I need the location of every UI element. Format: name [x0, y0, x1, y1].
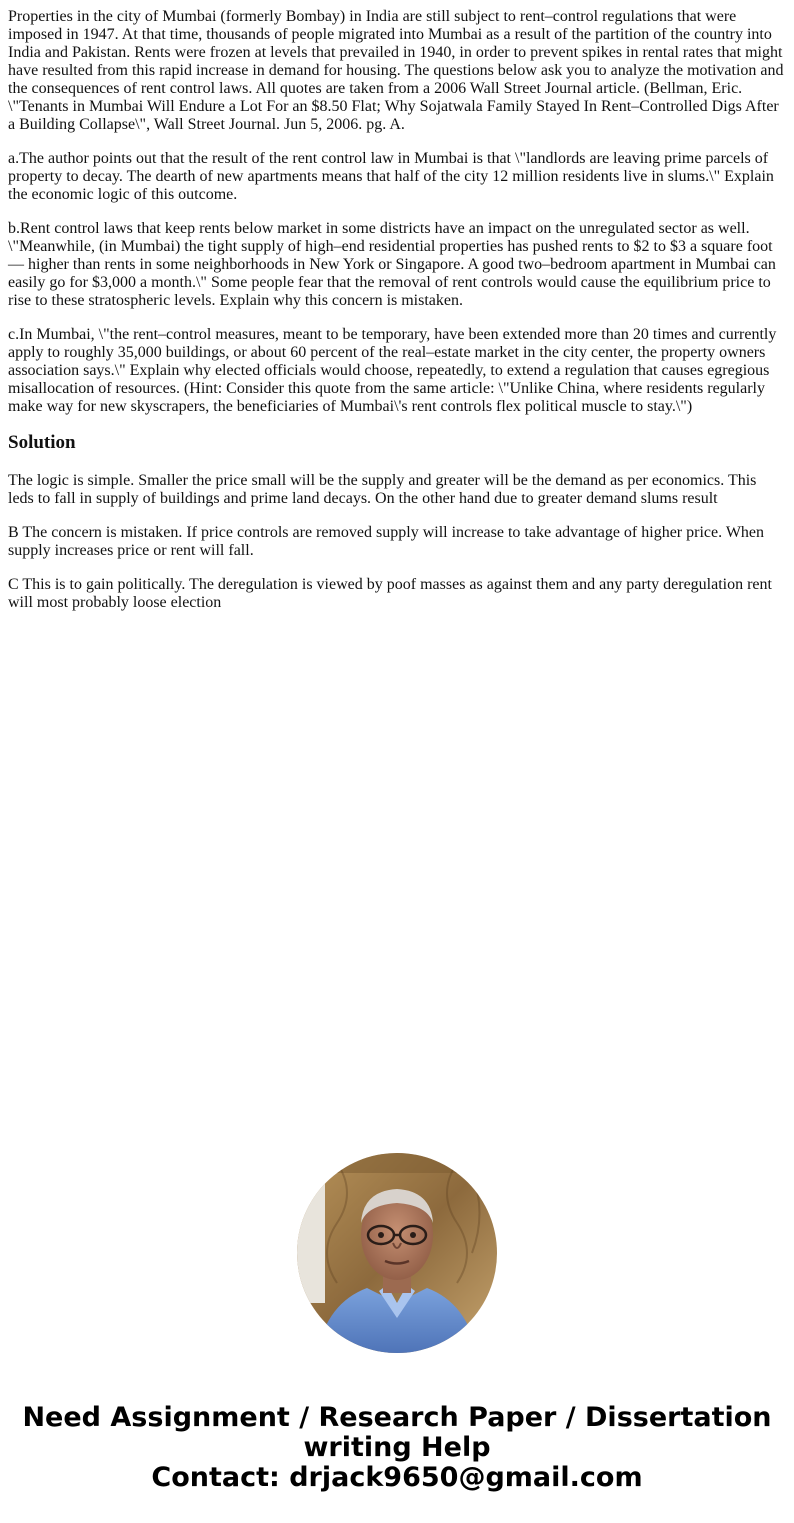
question-intro: Properties in the city of Mumbai (formerly Bombay) in India are still subject to rent–control regulations that were imposed in 1947. At that time, thousands of people migrated into Mumbai as a result of the partition of the country into India and Pakistan. Rents were frozen at levels that prevailed in 1940, in order to prevent spikes in rental rates that might have resulted from this rapid increase in demand for housing. The questions below ask you to analyze the motivation and the consequences of rent control laws. All quotes are taken from a 2006 Wall Street Journal article. (Bellman, Eric. \"Tenants in Mumbai Will Endure a Lot For an $8.50 Flat; Why Sojatwala Family Stayed In Rent–Controlled Digs After a Building Collapse\", Wall Street Journal. Jun 5, 2006. pg. A. [8, 8, 784, 133]
promo-contact-line: Contact: drjack9650@gmail.com [151, 1462, 643, 1493]
question-part-a: a.The author points out that the result of the rent control law in Mumbai is that \"landlords are leaving prime parcels of property to decay. The dearth of new apartments means that half of the city 12 million residents live in slums.\" Explain the economic logic of this outcome. [8, 150, 774, 203]
author-avatar [297, 1153, 497, 1353]
promo-line-1: Need Assignment / Research Paper / Dissertation [22, 1402, 772, 1433]
solution-heading: Solution [8, 432, 76, 453]
document-content [8, 8, 786, 628]
author-portrait-image [297, 1153, 497, 1353]
question-part-b: b.Rent control laws that keep rents below market in some districts have an impact on the unregulated sector as well. \"Meanwhile, (in Mumbai) the tight supply of high–end residential properties has pushed rents to $2 to $3 a square foot — higher than rents in some neighborhoods in New York or Singapore. A good two–bedroom apartment in Mumbai can easily go for $3,000 a month.\" Some people fear that the removal of rent controls would cause the equilibrium price to rise to these stratospheric levels. Explain why this concern is mistaken. [8, 220, 776, 309]
solution-answer-a: The logic is simple. Smaller the price small will be the supply and greater will be the demand as per economics. This leds to fall in supply of buildings and prime land decays. On the other hand due to greater demand slums result [8, 472, 757, 507]
solution-answer-c: C This is to gain politically. The deregulation is viewed by poof masses as against them and any party deregulation rent will most probably loose election [8, 576, 772, 611]
solution-answer-b: B The concern is mistaken. If price controls are removed supply will increase to take advantage of higher price. When supply increases price or rent will fall. [8, 524, 765, 559]
question-part-c: c.In Mumbai, \"the rent–control measures, meant to be temporary, have been extended more than 20 times and currently apply to roughly 35,000 buildings, or about 60 percent of the real–estate market in the city center, the property owners association says.\" Explain why elected officials would choose, repeatedly, to extend a regulation that causes egregious misallocation of resources. (Hint: Consider this quote from the same article: \"Unlike China, where residents regularly make way for new skyscrapers, the beneficiaries of Mumbai\'s rent controls flex political muscle to stay.\") [8, 326, 777, 415]
promo-banner [0, 1403, 794, 1493]
promo-line-2: writing Help [303, 1432, 491, 1463]
